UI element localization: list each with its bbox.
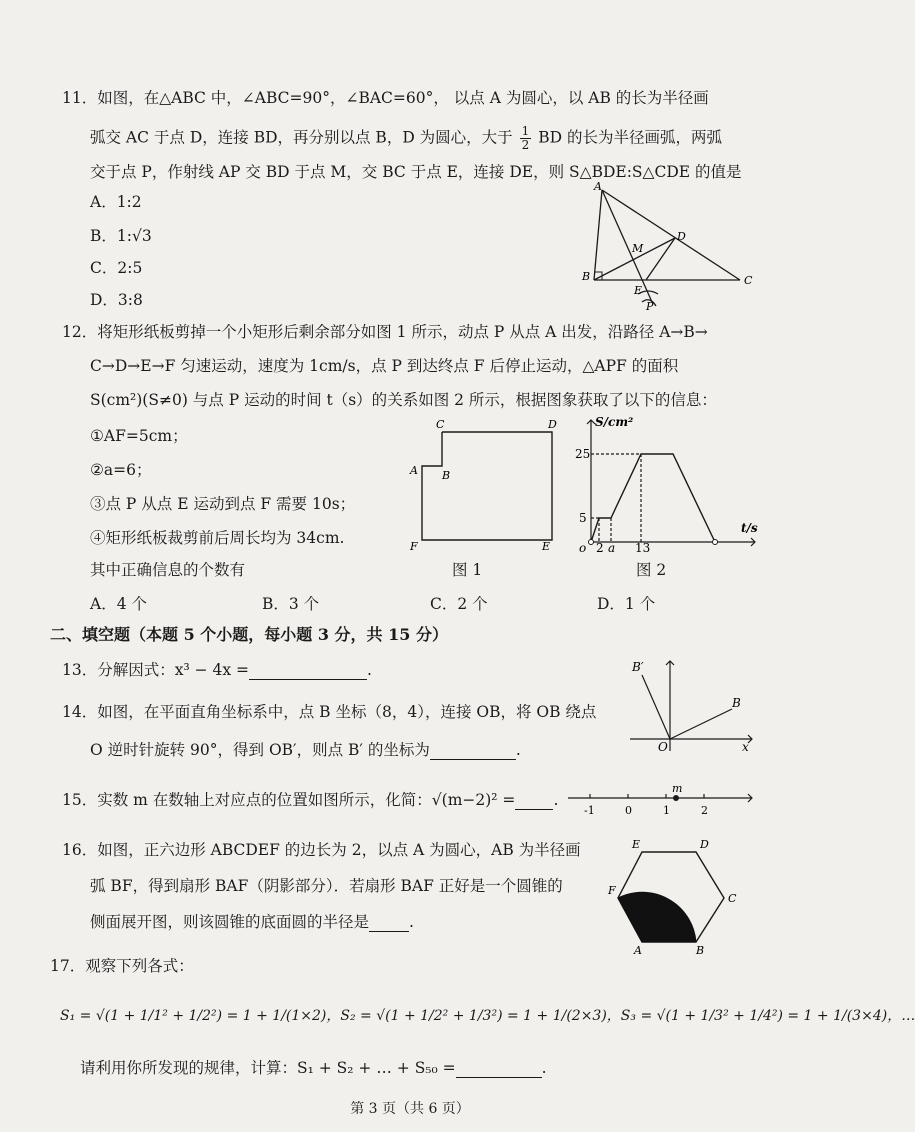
q16-line2: 弧 BF，得到扇形 BAF（阴影部分）．若扇形 BAF 正好是一个圆锥的 bbox=[90, 877, 563, 895]
q11-line2b: BD 的长为半径画弧，两弧 bbox=[538, 128, 722, 147]
segment-de bbox=[646, 238, 675, 280]
q12-item-1: ①AF=5cm； bbox=[90, 427, 188, 445]
q14-answer-blank bbox=[430, 759, 516, 760]
q15-end: . bbox=[553, 791, 559, 809]
q11-line1: 11．如图，在△ABC 中，∠ABC=90°，∠BAC=60°， 以点 A 为圆心，以 AB 的长为半径画 bbox=[62, 89, 709, 107]
q14-label-b-prime: B′ bbox=[632, 660, 644, 674]
q12-question: 其中正确信息的个数有 bbox=[90, 561, 246, 579]
q11-label-c: C bbox=[744, 274, 753, 287]
q12-fig2-caption: 图 2 bbox=[636, 561, 667, 579]
page-footer: 第 3 页（共 6 页） bbox=[350, 1101, 470, 1117]
q11-frac-num: 1 bbox=[521, 124, 530, 138]
q17-line1: 17．观察下列各式： bbox=[50, 957, 194, 975]
q11-triangle-figure bbox=[580, 180, 770, 313]
q11-label-a: A bbox=[594, 180, 602, 193]
section-2-heading: 二、填空题（本题 5 个小题，每小题 3 分，共 15 分） bbox=[50, 625, 448, 644]
fig1-label-e: E bbox=[542, 540, 551, 553]
q15-number-line bbox=[560, 780, 760, 820]
segment-ob bbox=[670, 709, 732, 739]
q15-line bbox=[62, 790, 558, 810]
q12-line3: S(cm²)(S≠0) 与点 P 运动的时间 t（s）的关系如图 2 所示，根据图象获取了以下的信息： bbox=[90, 391, 717, 409]
fig2-graph-line bbox=[591, 454, 715, 542]
q12-item-2: ②a=6； bbox=[90, 461, 152, 479]
q15-text: 15．实数 m 在数轴上对应点的位置如图所示，化简：√(m−2)² = bbox=[62, 791, 516, 809]
fig1-label-b: B bbox=[442, 469, 451, 482]
label-1: 1 bbox=[663, 804, 670, 817]
q16-text: 侧面展开图，则该圆锥的底面圆的半径是 bbox=[90, 913, 370, 931]
q14-label-b: B bbox=[732, 696, 741, 710]
q12-option-d: D．1 个 bbox=[597, 595, 656, 613]
q17-formula: S₁ = √(1 + 1/1² + 1/2²) = 1 + 1/(1×2)，S₂ = √(1 + 1/2² + 1/3²) = 1 + 1/(2×3)，S₃ = √(1 + 1/3² + 1/4²) = 1 + 1/(3×4)，… bbox=[60, 1008, 915, 1024]
fig2-y25: 25 bbox=[575, 447, 591, 461]
fig1-label-a: A bbox=[410, 464, 418, 477]
q16-label-a: A bbox=[634, 944, 642, 957]
q11-fraction bbox=[520, 125, 532, 152]
q12-line2: C→D→E→F 匀速运动，速度为 1cm/s，点 P 到达终点 F 后停止运动，△APF 的面积 bbox=[90, 357, 679, 375]
q14-line1: 14．如图，在平面直角坐标系中，点 B 坐标（8，4），连接 OB，将 OB 绕点 bbox=[62, 703, 597, 721]
q16-line3 bbox=[90, 912, 414, 932]
q11-option-a: A．1:2 bbox=[90, 193, 142, 211]
q17-text: 请利用你所发现的规律，计算：S₁ + S₂ + … + S₅₀ = bbox=[80, 1059, 456, 1077]
fig1-label-f: F bbox=[410, 540, 418, 553]
q14-coordinate-figure bbox=[620, 655, 760, 755]
label-2: 2 bbox=[701, 804, 708, 817]
q11-option-d: D．3:8 bbox=[90, 291, 143, 309]
q16-hexagon-figure bbox=[608, 832, 758, 960]
q14-text: O 逆时针旋转 90°，得到 OB′，则点 B′ 的坐标为 bbox=[90, 741, 430, 759]
q16-answer-blank bbox=[369, 931, 409, 932]
q13-text: 13．分解因式：x³ − 4x = bbox=[62, 661, 250, 679]
q14-label-x: x bbox=[742, 740, 749, 754]
q12-figure-2-graph bbox=[565, 412, 765, 555]
fig2-x-label: t/s bbox=[741, 521, 758, 535]
q17-line3 bbox=[80, 1058, 547, 1078]
segment-ab bbox=[594, 190, 602, 280]
q12-option-a: A．4 个 bbox=[90, 595, 147, 613]
q12-option-b: B．3 个 bbox=[262, 595, 320, 613]
fig2-origin: o bbox=[579, 541, 587, 555]
fig2-open-dot-origin bbox=[589, 540, 594, 545]
q12-cut-rectangle bbox=[422, 432, 552, 540]
q11-label-m: M bbox=[632, 242, 644, 255]
segment-ob-prime bbox=[642, 675, 670, 739]
q11-option-c: C．2:5 bbox=[90, 259, 143, 277]
q16-end: . bbox=[409, 913, 414, 931]
q14-label-o: O bbox=[658, 740, 668, 754]
q12-line1: 12．将矩形纸板剪掉一个小矩形后剩余部分如图 1 所示，动点 P 从点 A 出发，沿路径 A→B→ bbox=[62, 323, 708, 341]
fig2-open-dot-end bbox=[713, 540, 718, 545]
sector-baf bbox=[618, 892, 696, 942]
q11-line2 bbox=[90, 125, 722, 152]
q12-figure-1 bbox=[400, 416, 565, 556]
q16-label-f: F bbox=[608, 884, 616, 897]
fig1-label-d: D bbox=[548, 418, 557, 431]
q15-answer-blank bbox=[515, 809, 553, 810]
point-m bbox=[673, 795, 679, 801]
q13-end: . bbox=[367, 661, 372, 679]
fig1-label-c: C bbox=[436, 418, 445, 431]
q14-line2 bbox=[90, 740, 521, 760]
q12-option-c: C．2 个 bbox=[430, 595, 488, 613]
label-neg1: -1 bbox=[584, 804, 595, 817]
q11-frac-den: 2 bbox=[521, 138, 530, 152]
q17-answer-blank bbox=[456, 1077, 542, 1078]
q11-label-d: D bbox=[677, 230, 686, 243]
q16-label-c: C bbox=[728, 892, 737, 905]
fig2-x2: 2 bbox=[596, 541, 604, 555]
q16-label-b: B bbox=[696, 944, 705, 957]
fig2-x13: 13 bbox=[635, 541, 651, 555]
q13-line bbox=[62, 660, 372, 680]
fig2-y-label: S/cm² bbox=[595, 415, 634, 429]
label-m: m bbox=[672, 782, 683, 795]
q11-option-b: B．1:√3 bbox=[90, 227, 152, 245]
q12-fig1-caption: 图 1 bbox=[452, 561, 483, 579]
q11-label-e: E bbox=[634, 284, 643, 297]
q13-answer-blank bbox=[249, 679, 367, 680]
fig2-xa: a bbox=[608, 541, 616, 555]
q12-item-4: ④矩形纸板裁剪前后周长均为 34cm. bbox=[90, 529, 345, 547]
q16-label-e: E bbox=[632, 838, 641, 851]
q16-line1: 16．如图，正六边形 ABCDEF 的边长为 2，以点 A 为圆心，AB 为半径画 bbox=[62, 841, 581, 859]
q11-label-b: B bbox=[582, 270, 591, 283]
q16-label-d: D bbox=[700, 838, 709, 851]
q14-end: . bbox=[515, 741, 521, 759]
q11-line3: 交于点 P，作射线 AP 交 BD 于点 M，交 BC 于点 E，连接 DE，则 S△BDE:S△CDE 的值是 bbox=[90, 163, 742, 181]
fig2-y5: 5 bbox=[579, 511, 587, 525]
q11-label-p: P bbox=[646, 300, 654, 313]
label-0: 0 bbox=[625, 804, 632, 817]
q12-item-3: ③点 P 从点 E 运动到点 F 需要 10s； bbox=[90, 495, 356, 513]
q17-end: . bbox=[541, 1059, 547, 1077]
q11-line2a: 弧交 AC 于点 D，连接 BD，再分别以点 B，D 为圆心，大于 bbox=[90, 128, 513, 147]
